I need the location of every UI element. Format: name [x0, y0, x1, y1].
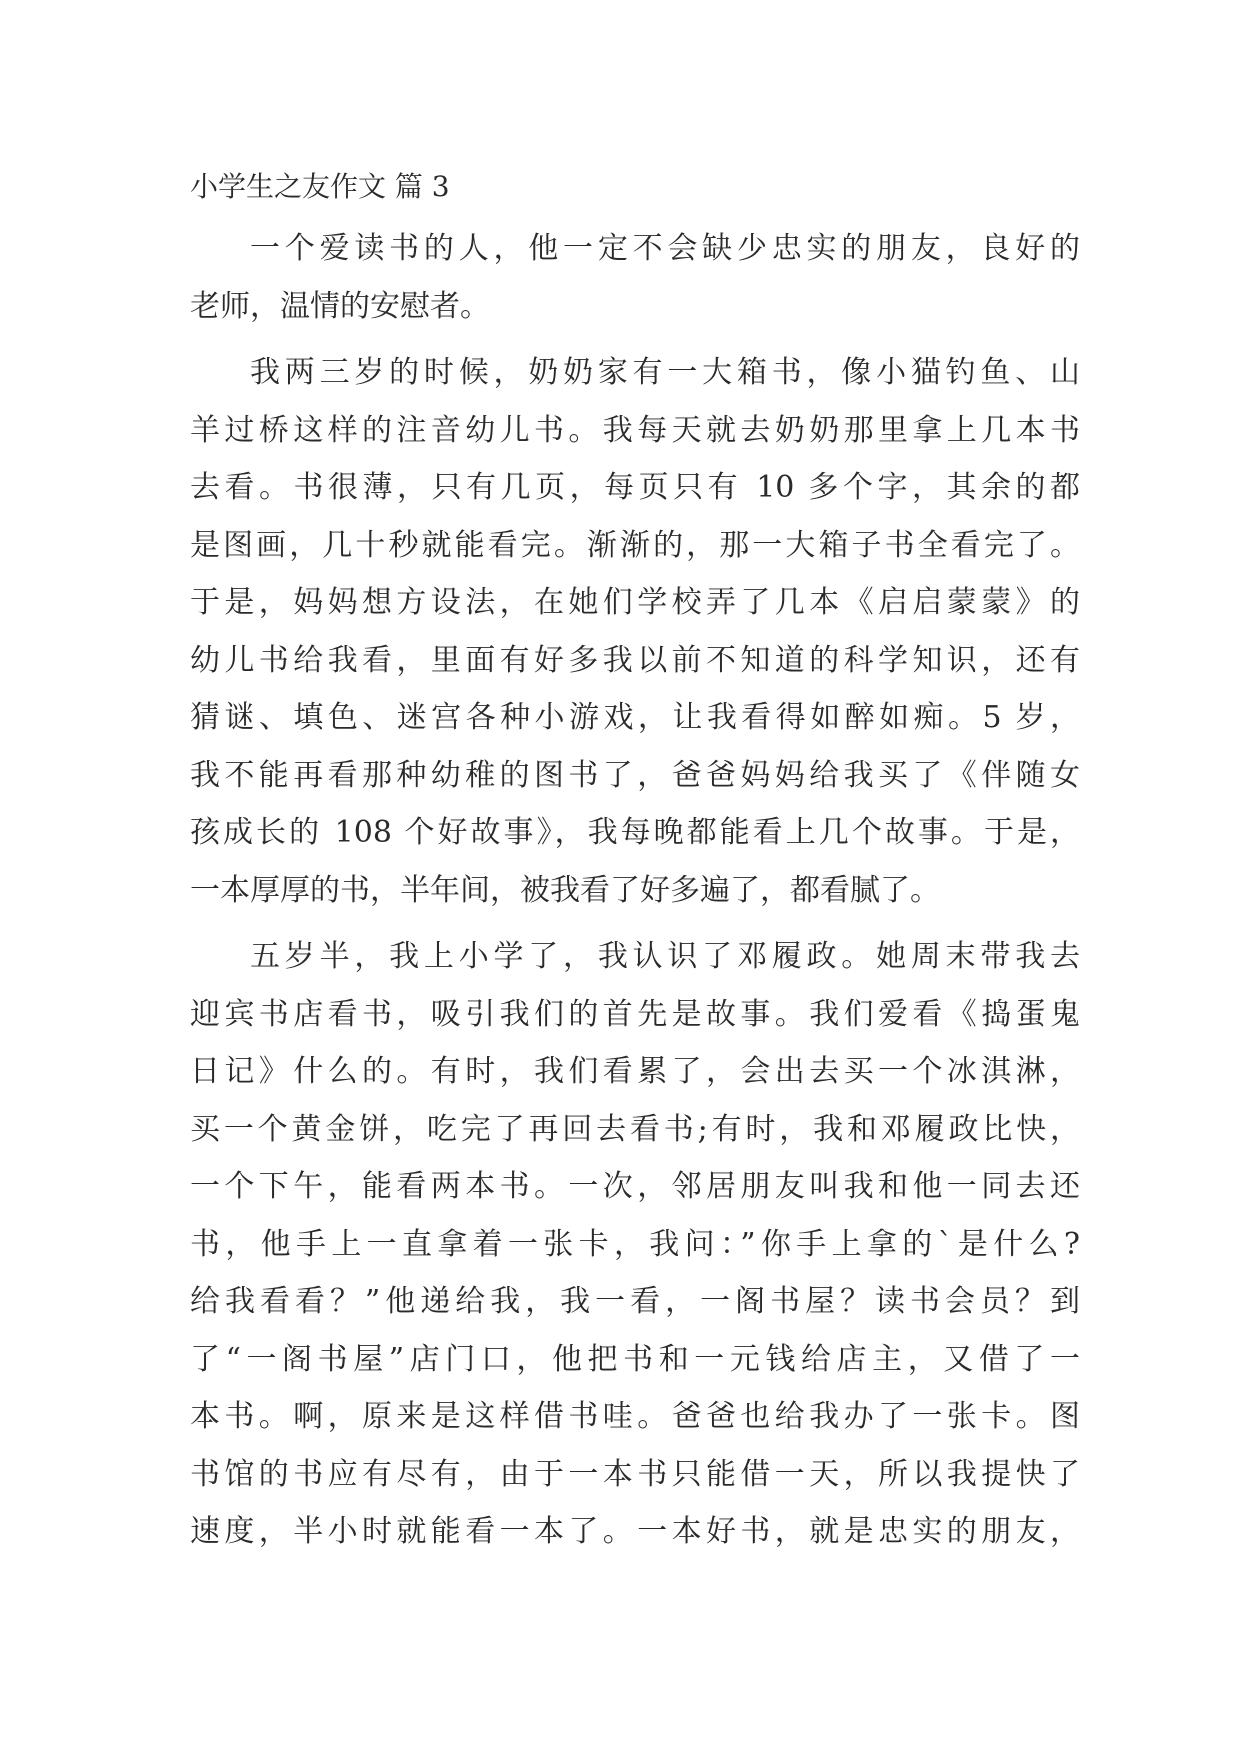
text-line: 于是，妈妈想方设法，在她们学校弄了几本《启启蒙蒙》的	[190, 585, 1080, 620]
text-line: 孩成长的 108 个好故事》，我每晚都能看上几个故事。于是，	[190, 815, 1080, 850]
text-line: 买一个黄金饼，吃完了再回去看书;有时，我和邓履政比快，	[190, 1111, 1080, 1147]
text-line: 老师，温情的安慰者。	[190, 288, 490, 324]
text-line: 书馆的书应有尽有，由于一本书只能借一天，所以我提快了	[190, 1456, 1080, 1492]
text-line: 一个下午，能看两本书。一次，邻居朋友叫我和他一同去还	[190, 1169, 1080, 1204]
paragraph-gap	[190, 335, 1080, 344]
text-line: 迎宾书店看书，吸引我们的首先是故事。我们爱看《捣蛋鬼	[190, 996, 1080, 1032]
text-line: 去看。书很薄，只有几页，每页只有 10 多个字，其余的都	[190, 470, 1080, 505]
paragraph-gap	[190, 919, 1080, 928]
text-line: 书，他手上一直拿着一张卡，我问：”你手上拿的`是什么?	[190, 1226, 1080, 1262]
text-line: 我不能再看那种幼稚的图书了，爸爸妈妈给我买了《伴随女	[190, 757, 1080, 793]
text-line: 五岁半，我上小学了，我认识了邓履政。她周末带我去	[250, 939, 1080, 974]
text-line: 本书。啊，原来是这样借书哇。爸爸也给我办了一张卡。图	[190, 1399, 1080, 1434]
text-line: 一本厚厚的书，半年间，被我看了好多遍了，都看腻了。	[190, 872, 940, 908]
text-line: 日记》什么的。有时，我们看累了，会出去买一个冰淇淋，	[190, 1054, 1080, 1089]
text-line: 是图画，几十秒就能看完。渐渐的，那一大箱子书全看完了。	[190, 527, 1080, 563]
text-line: 猜谜、填色、迷宫各种小游戏，让我看得如醉如痴。5 岁，	[190, 700, 1080, 735]
text-line: 我两三岁的时候，奶奶家有一大箱书，像小猫钓鱼、山	[250, 355, 1080, 390]
document-title: 小学生之友作文 篇 3	[190, 170, 450, 203]
text-line: 速度，半小时就能看一本了。一本好书，就是忠实的朋友，	[190, 1514, 1080, 1549]
text-line: 给我看看？”他递给我，我一看，一阁书屋？读书会员？到	[190, 1284, 1080, 1319]
text-line: 一个爱读书的人，他一定不会缺少忠实的朋友，良好的	[250, 231, 1080, 266]
document-body	[190, 220, 1080, 1561]
text-line: 羊过桥这样的注音幼儿书。我每天就去奶奶那里拿上几本书	[190, 412, 1080, 448]
text-line: 幼儿书给我看，里面有好多我以前不知道的科学知识，还有	[190, 642, 1080, 678]
text-line: 了“一阁书屋”店门口，他把书和一元钱给店主，又借了一	[190, 1341, 1080, 1377]
